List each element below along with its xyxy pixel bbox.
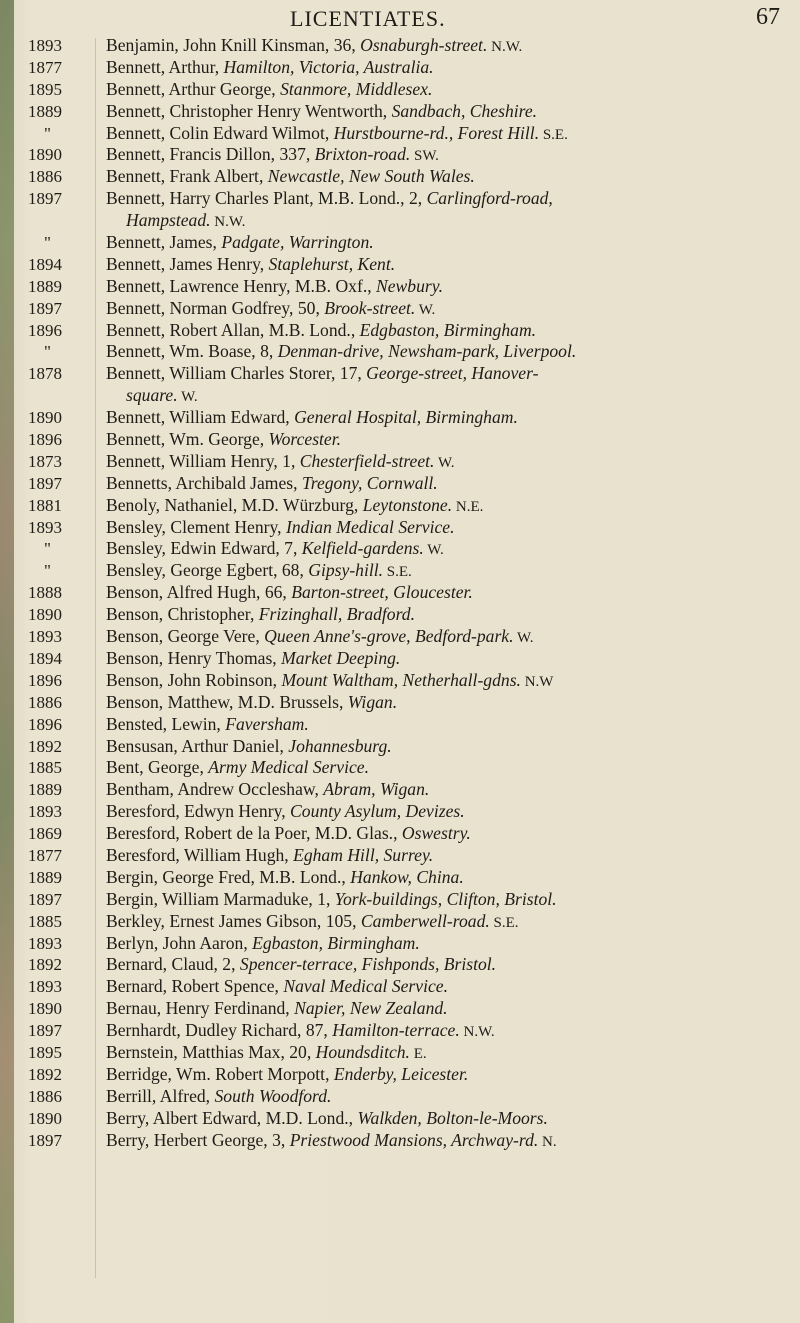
entry-text bbox=[106, 670, 792, 694]
entry-address: General Hospital, Birmingham. bbox=[294, 407, 518, 428]
registration-year: 1889 bbox=[28, 780, 62, 800]
entry-name: Benjamin, John Knill Kinsman, 36, bbox=[106, 35, 361, 55]
entry-name: Bennett, Frank Albert, bbox=[106, 166, 268, 187]
list-item bbox=[0, 517, 800, 539]
entry-text bbox=[106, 933, 792, 957]
list-item bbox=[0, 495, 800, 517]
registration-year: 1896 bbox=[28, 714, 62, 734]
entry-district: N.E. bbox=[452, 498, 484, 515]
entry-text bbox=[106, 495, 792, 519]
list-item bbox=[0, 626, 800, 648]
entry-district: N.W bbox=[520, 673, 554, 690]
entry-text bbox=[106, 1064, 792, 1088]
entry-address: Naval Medical Service. bbox=[283, 976, 448, 997]
registration-year: 1893 bbox=[28, 802, 62, 822]
entry-text bbox=[106, 232, 792, 256]
registration-year: 1897 bbox=[28, 889, 62, 909]
entry-address: Oswestry. bbox=[401, 823, 471, 844]
entry-text bbox=[106, 254, 792, 278]
list-item bbox=[0, 254, 800, 276]
list-item bbox=[0, 757, 800, 779]
list-item bbox=[0, 101, 800, 123]
entry-text bbox=[106, 429, 792, 453]
list-item bbox=[0, 1130, 800, 1152]
entry-text bbox=[126, 385, 792, 409]
entry-address: Edgbaston, Birmingham. bbox=[359, 319, 537, 340]
entry-district: W. bbox=[423, 542, 444, 559]
entry-text bbox=[106, 166, 792, 190]
entry-address: Chesterfield-street. bbox=[299, 450, 435, 471]
entry-text bbox=[106, 823, 792, 847]
registration-year: 1889 bbox=[28, 276, 62, 296]
entry-address: square. bbox=[126, 385, 178, 406]
registration-year: 1897 bbox=[28, 189, 62, 209]
entry-name: Bennett, Robert Allan, M.B. Lond., bbox=[106, 319, 360, 340]
registration-year: 1889 bbox=[28, 101, 62, 121]
entry-text bbox=[106, 188, 792, 212]
entry-name: Benson, Christopher, bbox=[106, 604, 259, 625]
registration-year: 1892 bbox=[28, 1064, 62, 1084]
list-item bbox=[0, 560, 800, 582]
entry-name: Berry, Albert Edward, M.D. Lond., bbox=[106, 1107, 358, 1128]
entry-text bbox=[106, 57, 792, 81]
entry-name: Beresford, Edwyn Henry, bbox=[106, 801, 291, 822]
entry-name: Bergin, William Marmaduke, 1, bbox=[106, 888, 335, 909]
list-item bbox=[0, 1020, 800, 1042]
list-item bbox=[0, 582, 800, 604]
registration-year: 1897 bbox=[28, 298, 62, 318]
registration-year: 1885 bbox=[28, 911, 62, 931]
list-item bbox=[0, 232, 800, 254]
entry-address: Stanmore, Middlesex. bbox=[280, 78, 433, 99]
entry-address: Sandbach, Cheshire. bbox=[391, 100, 538, 121]
entry-address: Hamilton, Victoria, Australia. bbox=[223, 56, 434, 77]
registration-year: 1896 bbox=[28, 320, 62, 340]
entry-name: Bennett, Arthur George, bbox=[106, 78, 281, 99]
list-item bbox=[0, 276, 800, 298]
registration-year: 1890 bbox=[28, 1108, 62, 1128]
registration-year: 1881 bbox=[28, 495, 62, 515]
entry-address: Kelfield-gardens. bbox=[301, 538, 424, 559]
list-item bbox=[0, 451, 800, 473]
entry-address: Staplehurst, Kent. bbox=[268, 253, 396, 274]
registration-year: 1877 bbox=[28, 845, 62, 865]
registration-year: 1885 bbox=[28, 758, 62, 778]
entry-address: Osnaburgh-street. bbox=[360, 35, 488, 55]
entry-name: Berkley, Ernest James Gibson, 105, bbox=[106, 910, 361, 931]
entry-address: Napier, New Zealand. bbox=[294, 998, 448, 1019]
entry-text bbox=[106, 123, 792, 147]
registration-year: 1892 bbox=[28, 955, 62, 975]
entry-address: Houndsditch. bbox=[315, 1041, 410, 1062]
list-item bbox=[0, 867, 800, 889]
entry-address: County Asylum, Devizes. bbox=[290, 801, 465, 822]
entry-name: Benson, Matthew, M.D. Brussels, bbox=[106, 691, 348, 712]
entry-text bbox=[106, 604, 792, 628]
list-item bbox=[0, 1086, 800, 1108]
list-item bbox=[0, 144, 800, 166]
entry-name: Bennett, Colin Edward Wilmot, bbox=[106, 122, 334, 143]
entry-text bbox=[106, 298, 792, 322]
entry-address: Worcester. bbox=[268, 429, 342, 450]
entry-district: S.E. bbox=[383, 564, 412, 581]
entry-address: Wigan. bbox=[347, 691, 398, 712]
entry-address: Johannesburg. bbox=[288, 735, 392, 756]
list-item bbox=[0, 35, 800, 57]
entry-name: Bernard, Claud, 2, bbox=[106, 954, 240, 975]
entry-address: Hurstbourne-rd., Forest Hill. bbox=[333, 122, 540, 143]
entry-name: Bergin, George Fred, M.B. Lond., bbox=[106, 866, 351, 887]
entry-address: Market Deeping. bbox=[281, 647, 401, 668]
registration-year: " bbox=[44, 561, 51, 581]
entry-address: Egbaston, Birmingham. bbox=[252, 932, 420, 953]
entry-name: Bennett, James Henry, bbox=[106, 253, 269, 274]
list-item bbox=[0, 954, 800, 976]
entry-name: Bennett, Arthur, bbox=[106, 56, 224, 77]
entry-text bbox=[106, 714, 792, 738]
entry-name: Bennett, William Henry, 1, bbox=[106, 450, 300, 471]
list-item bbox=[0, 320, 800, 342]
entry-name: Bensted, Lewin, bbox=[106, 713, 226, 734]
running-title: LICENTIATES. bbox=[290, 6, 446, 31]
list-item bbox=[0, 1108, 800, 1130]
entry-address: South Woodford. bbox=[214, 1085, 332, 1106]
list-item bbox=[0, 670, 800, 692]
entry-district: N.W. bbox=[210, 214, 246, 231]
entry-text bbox=[106, 1086, 792, 1110]
registration-year: 1893 bbox=[28, 36, 62, 55]
entry-name: Bennett, James, bbox=[106, 232, 222, 253]
entry-text bbox=[106, 276, 792, 300]
entry-address: Egham Hill, Surrey. bbox=[293, 844, 434, 865]
entry-name: Benson, Henry Thomas, bbox=[106, 647, 282, 668]
list-item bbox=[0, 210, 800, 232]
list-item bbox=[0, 1064, 800, 1086]
entry-address: Faversham. bbox=[225, 713, 309, 734]
registration-year: 1896 bbox=[28, 430, 62, 450]
entry-district: W. bbox=[434, 454, 455, 471]
entry-address: Brook-street. bbox=[324, 297, 416, 318]
entry-text bbox=[106, 363, 792, 387]
entry-district: S.E. bbox=[539, 126, 568, 143]
list-item bbox=[0, 473, 800, 495]
entry-address: Brixton-road. bbox=[314, 144, 411, 165]
entry-address: Newbury. bbox=[376, 275, 443, 296]
entry-address: Leytonstone. bbox=[362, 494, 453, 515]
entry-name: Benson, George Vere, bbox=[106, 626, 265, 647]
entry-address: Denman-drive, Newsham-park, Liverpool. bbox=[277, 341, 577, 362]
registration-year: 1895 bbox=[28, 79, 62, 99]
registration-year: 1877 bbox=[28, 57, 62, 77]
entry-name: Berlyn, John Aaron, bbox=[106, 932, 253, 953]
registration-year: 1897 bbox=[28, 1130, 62, 1150]
entry-text bbox=[106, 101, 792, 125]
entry-district: SW. bbox=[410, 148, 439, 165]
entry-text bbox=[106, 998, 792, 1022]
entry-address: Hampstead. bbox=[126, 210, 211, 231]
entry-name: Bensusan, Arthur Daniel, bbox=[106, 735, 289, 756]
registration-year: 1869 bbox=[28, 824, 62, 844]
entry-text bbox=[106, 889, 792, 913]
entry-name: Bensley, Clement Henry, bbox=[106, 516, 286, 537]
list-item bbox=[0, 1042, 800, 1064]
entry-text bbox=[106, 473, 792, 497]
entry-name: Bennett, Wm. Boase, 8, bbox=[106, 341, 278, 362]
entry-text bbox=[106, 757, 792, 781]
entry-name: Bernard, Robert Spence, bbox=[106, 976, 284, 997]
entry-address: Hankow, China. bbox=[350, 866, 464, 887]
entry-text bbox=[106, 1042, 792, 1066]
list-item bbox=[0, 845, 800, 867]
entry-text bbox=[106, 560, 792, 584]
list-item bbox=[0, 57, 800, 79]
entry-address: Barton-street, Gloucester. bbox=[291, 582, 473, 603]
entry-text bbox=[106, 954, 792, 978]
entry-address: Mount Waltham, Netherhall-gdns. bbox=[281, 669, 521, 690]
entry-name: Bernstein, Matthias Max, 20, bbox=[106, 1041, 316, 1062]
entry-text bbox=[106, 451, 792, 475]
entry-name: Beresford, Robert de la Poer, M.D. Glas., bbox=[106, 823, 402, 844]
entry-name: Bernhardt, Dudley Richard, 87, bbox=[106, 1020, 333, 1041]
entry-district: N.W. bbox=[487, 39, 523, 55]
list-item bbox=[0, 538, 800, 560]
entry-text bbox=[106, 779, 792, 803]
registration-year: 1888 bbox=[28, 583, 62, 603]
registration-year: 1893 bbox=[28, 627, 62, 647]
list-item bbox=[0, 692, 800, 714]
registration-year: 1890 bbox=[28, 145, 62, 165]
entry-address: York-buildings, Clifton, Bristol. bbox=[334, 888, 557, 909]
entry-text bbox=[106, 144, 792, 168]
list-item bbox=[0, 79, 800, 101]
list-item bbox=[0, 363, 800, 385]
list-item bbox=[0, 604, 800, 626]
list-item bbox=[0, 889, 800, 911]
entry-district: W. bbox=[177, 389, 198, 406]
registration-year: 1893 bbox=[28, 977, 62, 997]
entry-name: Bennett, Norman Godfrey, 50, bbox=[106, 297, 325, 318]
list-item bbox=[0, 714, 800, 736]
registration-year: 1896 bbox=[28, 670, 62, 690]
list-item bbox=[0, 166, 800, 188]
list-item bbox=[0, 823, 800, 845]
entry-address: Tregony, Cornwall. bbox=[301, 472, 438, 493]
entry-district: S.E. bbox=[489, 914, 519, 931]
list-item bbox=[0, 188, 800, 210]
registration-year: 1886 bbox=[28, 167, 62, 187]
entry-name: Beresford, William Hugh, bbox=[106, 844, 294, 865]
registration-year: 1897 bbox=[28, 473, 62, 493]
entry-district: E. bbox=[409, 1045, 427, 1062]
entry-name: Bernau, Henry Ferdinand, bbox=[106, 998, 295, 1019]
entry-name: Bennetts, Archibald James, bbox=[106, 472, 302, 493]
entry-text bbox=[106, 845, 792, 869]
entry-address: Spencer-terrace, Fishponds, Bristol. bbox=[239, 954, 497, 975]
entry-address: Priestwood Mansions, Archway-rd. bbox=[289, 1129, 539, 1150]
list-item bbox=[0, 976, 800, 998]
entry-address: Enderby, Leicester. bbox=[333, 1063, 469, 1084]
entry-district: N. bbox=[538, 1133, 557, 1150]
entry-address: Camberwell-road. bbox=[360, 910, 490, 931]
registration-year: 1886 bbox=[28, 692, 62, 712]
registration-year: 1889 bbox=[28, 867, 62, 887]
entry-name: Berry, Herbert George, 3, bbox=[106, 1129, 290, 1150]
entry-text bbox=[106, 801, 792, 825]
entry-text bbox=[106, 79, 792, 103]
entry-name: Bensley, George Egbert, 68, bbox=[106, 560, 309, 581]
list-item bbox=[0, 123, 800, 145]
entry-text bbox=[106, 626, 792, 650]
entry-address: Abram, Wigan. bbox=[323, 779, 430, 800]
registration-year: " bbox=[44, 539, 51, 559]
entry-text bbox=[106, 648, 792, 672]
list-item bbox=[0, 801, 800, 823]
registration-year: 1894 bbox=[28, 254, 62, 274]
registration-year: 1893 bbox=[28, 517, 62, 537]
entry-name: Bent, George, bbox=[106, 757, 209, 778]
list-item bbox=[0, 648, 800, 670]
registration-year: 1893 bbox=[28, 933, 62, 953]
entry-address: Indian Medical Service. bbox=[285, 516, 455, 537]
entry-address: Queen Anne's-grove, Bedford-park. bbox=[264, 626, 514, 647]
entry-text bbox=[106, 867, 792, 891]
entry-district: W. bbox=[513, 630, 534, 647]
list-item bbox=[0, 911, 800, 933]
entry-address: Newcastle, New South Wales. bbox=[267, 166, 475, 187]
list-item bbox=[0, 341, 800, 363]
registration-year: 1886 bbox=[28, 1086, 62, 1106]
entry-name: Bennett, Christopher Henry Wentworth, bbox=[106, 100, 392, 121]
entry-text bbox=[106, 1130, 792, 1154]
entry-name: Berrill, Alfred, bbox=[106, 1085, 215, 1106]
entry-district: W. bbox=[415, 301, 436, 318]
list-item bbox=[0, 298, 800, 320]
entry-name: Bentham, Andrew Occleshaw, bbox=[106, 779, 324, 800]
entry-name: Bennett, William Edward, bbox=[106, 407, 295, 428]
entry-address: Army Medical Service. bbox=[208, 757, 369, 778]
entry-name: Benson, John Robinson, bbox=[106, 669, 282, 690]
entry-address: George-street, Hanover- bbox=[366, 363, 539, 384]
entry-text bbox=[106, 976, 792, 1000]
page-header bbox=[0, 4, 800, 34]
entry-name: Berridge, Wm. Robert Morpott, bbox=[106, 1063, 334, 1084]
entry-text bbox=[126, 210, 792, 234]
entry-text bbox=[106, 1020, 792, 1044]
registration-year: 1878 bbox=[28, 364, 62, 384]
entry-text bbox=[106, 911, 792, 935]
registration-year: 1890 bbox=[28, 408, 62, 428]
list-item bbox=[0, 736, 800, 758]
entry-district: N.W. bbox=[459, 1024, 495, 1041]
entry-text bbox=[106, 736, 792, 760]
entry-address: Frizinghall, Bradford. bbox=[258, 604, 415, 625]
entry-address: Carlingford-road, bbox=[426, 188, 553, 209]
page-number: 67 bbox=[756, 4, 780, 30]
registration-year: " bbox=[44, 342, 51, 362]
registration-year: 1895 bbox=[28, 1042, 62, 1062]
entry-text bbox=[106, 692, 792, 716]
registration-year: 1890 bbox=[28, 605, 62, 625]
entry-text bbox=[106, 517, 792, 541]
entry-text bbox=[106, 341, 792, 365]
entry-name: Bennett, Francis Dillon, 337, bbox=[106, 144, 315, 165]
list-item bbox=[0, 407, 800, 429]
registration-year: 1890 bbox=[28, 999, 62, 1019]
entry-text bbox=[106, 320, 792, 344]
entry-text bbox=[106, 35, 792, 59]
entry-address: Hamilton-terrace. bbox=[332, 1020, 460, 1041]
list-item bbox=[0, 779, 800, 801]
registration-year: 1897 bbox=[28, 1021, 62, 1041]
entry-text bbox=[106, 582, 792, 606]
entry-name: Bensley, Edwin Edward, 7, bbox=[106, 538, 302, 559]
list-item bbox=[0, 998, 800, 1020]
registration-year: 1892 bbox=[28, 736, 62, 756]
licentiates-list bbox=[0, 35, 800, 1151]
entry-address: Gipsy-hill. bbox=[308, 560, 384, 581]
registration-year: " bbox=[44, 233, 51, 253]
entry-name: Benson, Alfred Hugh, 66, bbox=[106, 582, 292, 603]
entry-name: Bennett, William Charles Storer, 17, bbox=[106, 363, 367, 384]
entry-name: Bennett, Harry Charles Plant, M.B. Lond., 2, bbox=[106, 188, 427, 209]
list-item bbox=[0, 385, 800, 407]
list-item bbox=[0, 429, 800, 451]
entry-text bbox=[106, 407, 792, 431]
registration-year: 1873 bbox=[28, 451, 62, 471]
entry-name: Benoly, Nathaniel, M.D. Würzburg, bbox=[106, 494, 363, 515]
entry-address: Padgate, Warrington. bbox=[221, 232, 374, 253]
entry-name: Bennett, Wm. George, bbox=[106, 429, 269, 450]
registration-year: " bbox=[44, 123, 51, 143]
entry-text bbox=[106, 1108, 792, 1132]
list-item bbox=[0, 933, 800, 955]
entry-name: Bennett, Lawrence Henry, M.B. Oxf., bbox=[106, 275, 377, 296]
entry-address: Walkden, Bolton-le-Moors. bbox=[357, 1107, 548, 1128]
registration-year: 1894 bbox=[28, 648, 62, 668]
entry-text bbox=[106, 538, 792, 562]
